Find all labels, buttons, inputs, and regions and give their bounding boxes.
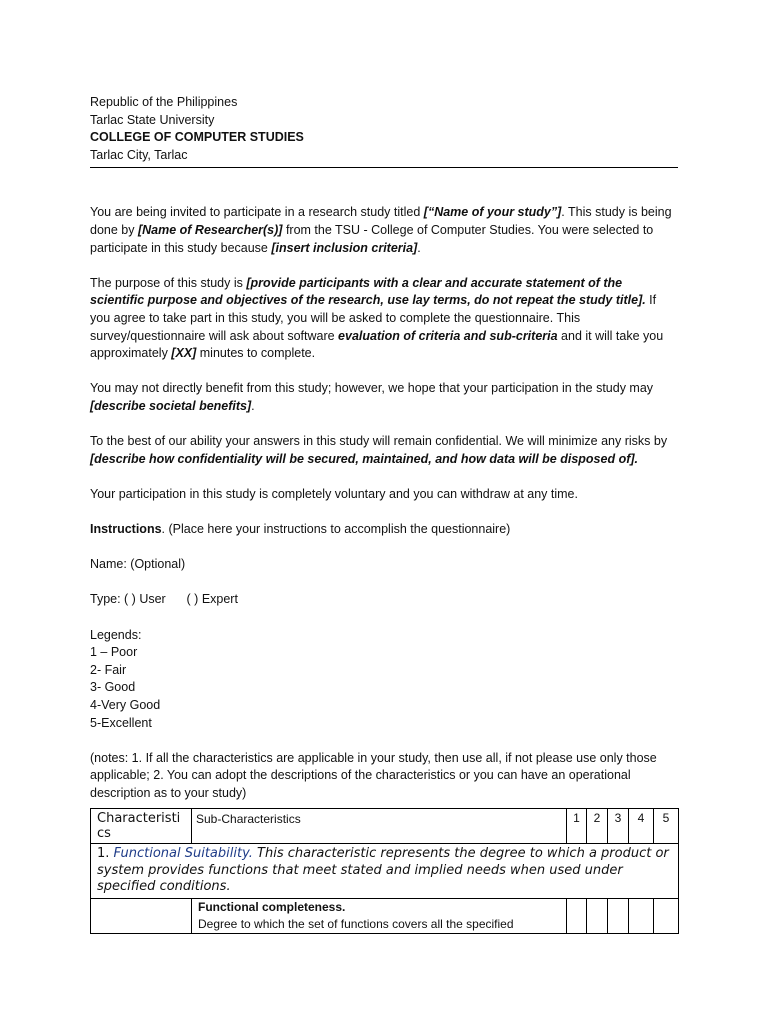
- sub-title: Functional completeness.: [198, 899, 346, 914]
- college-line: COLLEGE OF COMPUTER STUDIES: [90, 130, 304, 145]
- rating-header-4: 4: [629, 809, 654, 844]
- subcharacteristic-cell: [192, 898, 567, 933]
- rating-header-1: 1: [567, 809, 587, 844]
- legend-item: 3- Good: [90, 680, 136, 695]
- instructions-paragraph: Instructions. (Place here your instructions to accomplish the questionnaire): [90, 522, 511, 537]
- location-line: Tarlac City, Tarlac: [90, 147, 188, 162]
- instructions-label: Instructions: [90, 522, 162, 537]
- evaluation-phrase: evaluation of criteria and sub-criteria: [338, 328, 558, 343]
- legends-block: [90, 627, 678, 733]
- rating-cell-1[interactable]: [567, 898, 587, 933]
- country-line: Republic of the Philippines: [90, 95, 238, 109]
- characteristic-cell: [91, 898, 192, 933]
- purpose-placeholder: [provide participants with a clear and accurate statement of the scientific purpose and objectives of the research, use lay terms, do not repeat the study title].: [90, 275, 646, 308]
- benefit-paragraph: You may not directly benefit from this study; however, we hope that your participation in the study may [describe societal benefits].: [90, 381, 654, 413]
- societal-placeholder: [describe societal benefits]: [90, 398, 252, 413]
- university-line: Tarlac State University: [90, 112, 215, 127]
- characteristics-header: Characteristics: [91, 809, 192, 844]
- rating-header-5: 5: [654, 809, 679, 844]
- letterhead: [90, 94, 678, 168]
- table-row: [91, 898, 679, 933]
- legends-title: Legends:: [90, 627, 142, 642]
- document-body: [90, 94, 678, 803]
- rating-header-2: 2: [587, 809, 608, 844]
- researcher-placeholder: [Name of Researcher(s)]: [137, 222, 283, 237]
- section-description: This characteristic represents the degree to which a product or system provides functions that meet stated and implied needs when used under specified conditions.: [97, 846, 669, 894]
- section-row: [91, 844, 679, 899]
- purpose-paragraph: The purpose of this study is [provide participants with a clear and accurate statement of the scientific purpose and objectives of the research, use lay terms, do not repeat the study title]. If you agree to take part in this study, you will be asked to complete the questionnaire. This survey/questionnaire will ask about software evaluation of criteria and sub-criteria and it will take you approximately [XX] minutes to complete.: [90, 275, 664, 361]
- sub-description: Degree to which the set of functions covers all the specified: [198, 916, 514, 931]
- section-cell: [91, 844, 679, 899]
- rating-cell-4[interactable]: [629, 898, 654, 933]
- legend-item: 4-Very Good: [90, 698, 161, 712]
- confidentiality-placeholder: [describe how confidentiality will be secured, maintained, and how data will be disposed of].: [90, 451, 639, 466]
- legend-item: 2- Fair: [90, 662, 127, 677]
- rating-cell-5[interactable]: [654, 898, 679, 933]
- rating-cell-3[interactable]: [608, 898, 629, 933]
- legend-item: 1 – Poor: [90, 645, 138, 660]
- legend-item: 5-Excellent: [90, 715, 152, 730]
- section-number: 1.: [97, 846, 114, 861]
- evaluation-table: [90, 808, 679, 934]
- confidentiality-paragraph: To the best of our ability your answers in this study will remain confidential. We will minimize any risks by [describe how confidentiality will be secured, maintained, and how data will be disposed of].: [90, 434, 668, 466]
- rating-cell-2[interactable]: [587, 898, 608, 933]
- notes-paragraph: (notes: 1. If all the characteristics are applicable in your study, then use all, if not please use only those applicable; 2. You can adopt the descriptions of the characteristics or you can have an operational description as to your study): [90, 750, 657, 800]
- type-field-line: Type: ( ) User ( ) Expert: [90, 592, 238, 607]
- rating-header-3: 3: [608, 809, 629, 844]
- invitation-paragraph: You are being invited to participate in a research study titled [“Name of your study”]. This study is being done by [Name of Researcher(s)] from the TSU - College of Computer Studies. You were selected to participate in this study because [insert inclusion criteria].: [90, 205, 672, 255]
- name-field-line: Name: (Optional): [90, 557, 186, 572]
- voluntary-paragraph: Your participation in this study is completely voluntary and you can withdraw at any time.: [90, 486, 578, 501]
- subcharacteristics-header: Sub-Characteristics: [192, 809, 567, 844]
- table-header-row: [91, 809, 679, 844]
- inclusion-placeholder: [insert inclusion criteria]: [271, 240, 418, 255]
- minutes-placeholder: [XX]: [171, 346, 197, 361]
- study-name-placeholder: [“Name of your study”]: [423, 205, 562, 220]
- section-title: Functional Suitability.: [113, 846, 253, 861]
